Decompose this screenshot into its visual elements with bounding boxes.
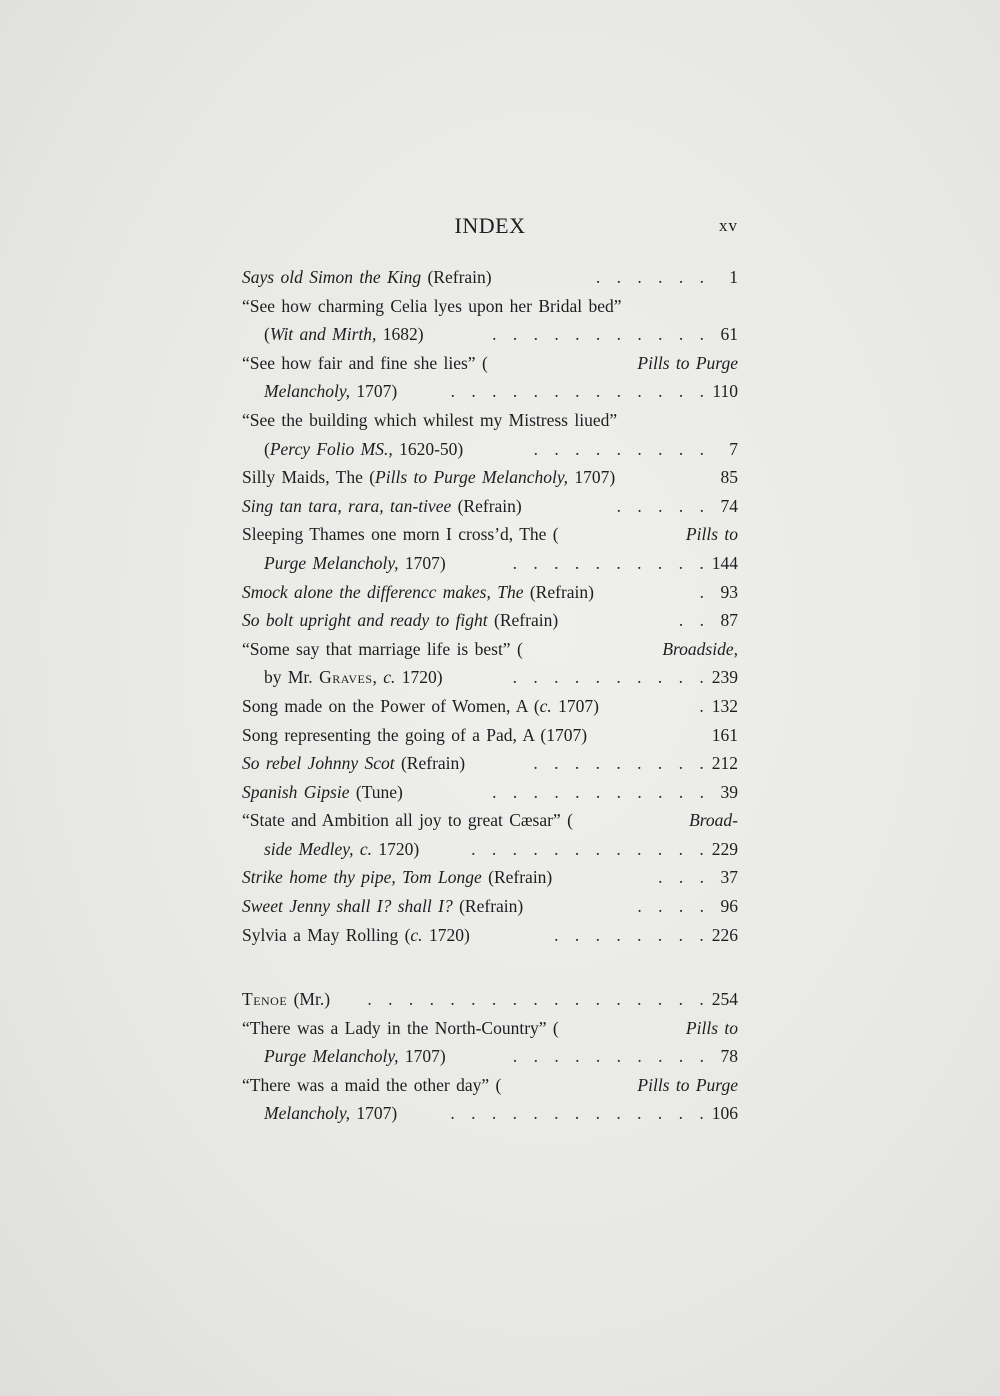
entry-page-number: 78	[720, 1046, 738, 1067]
roman-text: “See the building which whilest my Mistress liued”	[242, 409, 618, 430]
roman-text: (Refrain)	[481, 867, 553, 888]
italic-text: Percy Folio MS.,	[269, 438, 393, 459]
entry-title	[242, 896, 523, 917]
italic-text: c.	[539, 695, 552, 716]
entry-title	[242, 353, 738, 374]
roman-text: (Refrain)	[523, 581, 594, 602]
roman-text: by Mr.	[264, 667, 320, 688]
roman-text: (Refrain)	[452, 896, 524, 917]
index-entry	[242, 524, 738, 553]
index-entry	[242, 639, 738, 668]
italic-text: Pills to Purge	[637, 1074, 738, 1095]
italic-text: Purge Melancholy,	[264, 552, 399, 573]
italic-text: Pills to	[685, 1017, 738, 1038]
entry-page-number: 144	[711, 552, 738, 573]
dot-leader: . . . .	[637, 896, 710, 917]
entry-title	[242, 925, 470, 946]
roman-text: 1707)	[398, 552, 446, 573]
italic-text: Broad-	[689, 810, 738, 831]
index-entry-continuation	[242, 381, 738, 410]
index-section-s	[242, 267, 738, 953]
index-entry	[242, 267, 738, 296]
roman-text: 1620-50)	[392, 438, 464, 459]
entry-page-number: 37	[720, 867, 738, 888]
entry-title	[264, 839, 419, 860]
index-entry	[242, 925, 738, 954]
entry-page-number: 239	[711, 667, 738, 688]
entry-title	[242, 725, 587, 746]
page-number: xv	[719, 216, 738, 235]
roman-text: (Refrain)	[421, 267, 492, 287]
entry-page-number: 110	[712, 381, 738, 402]
entry-title	[242, 782, 403, 803]
italic-text: Wit and Mirth,	[269, 324, 377, 345]
entry-page-number: 229	[711, 838, 738, 859]
dot-leader: . . . . . . . . . .	[512, 552, 710, 573]
roman-text: 1707)	[350, 1103, 398, 1124]
roman-text: 1682)	[376, 324, 424, 345]
dot-leader: . . . . . . . .	[554, 924, 710, 945]
index-entry	[242, 467, 738, 496]
dot-leader: . . . . . . . . . .	[512, 1046, 710, 1067]
roman-text: Sleeping Thames one morn I cross’d, The (	[242, 524, 559, 545]
entry-title	[242, 267, 492, 288]
roman-text: “There was a maid the other day” (	[242, 1074, 502, 1095]
italic-text: Purge Melancholy,	[264, 1046, 399, 1067]
entry-title	[242, 696, 599, 717]
roman-text: “Some say that marriage life is best” (	[242, 638, 523, 659]
entry-title	[264, 1046, 446, 1067]
roman-text: 1707)	[551, 695, 599, 716]
entry-title	[242, 753, 465, 774]
index-entry	[242, 753, 738, 782]
entry-page-number: 226	[711, 924, 738, 945]
roman-text: “There was a Lady in the North-Country” (	[242, 1017, 559, 1038]
entry-page-number: 1	[729, 267, 738, 287]
roman-text: “See how fair and fine she lies” (	[242, 352, 488, 373]
roman-text: 1707)	[350, 381, 398, 402]
italic-text: So rebel Johnny Scot	[242, 753, 395, 774]
entry-page-number: 74	[720, 495, 738, 516]
dot-leader: . . . . . . . . . . .	[492, 324, 710, 345]
index-entry	[242, 1018, 738, 1047]
italic-text: Pills to Purge Melancholy,	[375, 467, 569, 488]
entry-title	[242, 1018, 738, 1039]
index-entry	[242, 1075, 738, 1104]
index-entry	[242, 782, 738, 811]
roman-text: (Tune)	[349, 781, 403, 802]
entry-title	[242, 610, 558, 631]
index-entry	[242, 810, 738, 839]
roman-text: Tenoe	[242, 989, 288, 1009]
index-entry-continuation	[242, 553, 738, 582]
dot-leader: . . . . . . . . .	[533, 438, 710, 459]
index-section-t	[242, 989, 738, 1132]
dot-leader: . . . . . . . . . . . . .	[450, 381, 710, 402]
entry-title	[242, 524, 738, 545]
dot-leader: . . . . . .	[595, 267, 710, 287]
roman-text: 1707)	[398, 1046, 446, 1067]
index-entry-continuation	[242, 1046, 738, 1075]
italic-text: Spanish Gipsie	[242, 781, 350, 802]
running-head: INDEX	[454, 213, 526, 238]
entry-title	[242, 989, 330, 1010]
index-entry-continuation	[242, 1103, 738, 1132]
entry-title	[264, 439, 463, 460]
index-entry	[242, 696, 738, 725]
italic-text: c.	[383, 667, 396, 688]
italic-text: Melancholy,	[264, 1103, 351, 1124]
roman-text: “See how charming Celia lyes upon her Bridal bed”	[242, 295, 622, 316]
italic-text: Pills to	[685, 524, 738, 545]
roman-text: Song made on the Power of Women, A (	[242, 695, 540, 716]
roman-text: 1707)	[568, 467, 616, 488]
dot-leader: . . . . .	[616, 495, 710, 516]
entry-page-number: 212	[711, 753, 738, 774]
index-entry	[242, 896, 738, 925]
entry-title	[242, 639, 738, 660]
roman-text: Silly Maids, The (	[242, 467, 376, 488]
roman-text: Graves	[319, 667, 373, 688]
entry-page-number: 161	[711, 724, 738, 745]
entry-page-number: 85	[720, 467, 738, 488]
dot-leader: .	[699, 695, 710, 716]
index-entry	[242, 296, 738, 325]
index-entry	[242, 353, 738, 382]
entry-title	[242, 1075, 738, 1096]
entry-title	[264, 324, 424, 345]
dot-leader: . .	[678, 610, 710, 631]
italic-text: Sweet Jenny shall I? shall I?	[242, 896, 453, 917]
roman-text: ,	[372, 667, 384, 688]
entry-page-number: 93	[720, 581, 738, 602]
entry-title	[242, 810, 738, 831]
entry-page-number: 7	[729, 438, 738, 459]
entry-title	[242, 296, 738, 317]
roman-text: 1720)	[395, 667, 443, 688]
roman-text: (Refrain)	[451, 495, 522, 516]
index-entry-continuation	[242, 667, 738, 696]
index-entry-continuation	[242, 324, 738, 353]
entry-title	[242, 867, 552, 888]
index-entry	[242, 410, 738, 439]
dot-leader: . . . . . . . . .	[533, 753, 710, 774]
entry-title	[264, 667, 443, 688]
page-header	[242, 213, 738, 243]
entry-title	[242, 410, 738, 431]
roman-text: (Refrain)	[487, 610, 559, 631]
entry-page-number: 132	[711, 695, 738, 716]
roman-text: Sylvia a May Rolling (	[242, 924, 411, 945]
index-entry-continuation	[242, 839, 738, 868]
dot-leader: . . . . . . . . . . . . .	[450, 1103, 710, 1124]
dot-leader: . . . . . . . . . . .	[492, 781, 710, 802]
roman-text: (	[264, 324, 270, 345]
italic-text: Broadside,	[662, 638, 738, 659]
entry-page-number: 96	[720, 896, 738, 917]
dot-leader: .	[699, 581, 710, 602]
entry-page-number: 106	[711, 1103, 738, 1124]
index-entry-continuation	[242, 439, 738, 468]
italic-text: side Medley, c.	[264, 838, 372, 859]
entry-title	[264, 1103, 397, 1124]
entry-title	[264, 553, 446, 574]
entry-page-number: 61	[720, 324, 738, 345]
roman-text: Song representing the going of a Pad, A (1707)	[242, 724, 588, 745]
entry-title	[242, 467, 615, 488]
italic-text: Smock alone the differencc makes, The	[242, 581, 524, 602]
roman-text: (	[264, 438, 270, 459]
roman-text: (Refrain)	[394, 753, 466, 774]
italic-text: Melancholy,	[264, 381, 351, 402]
entry-page-number: 87	[720, 610, 738, 631]
dot-leader: . . . . . . . . . .	[512, 667, 710, 688]
entry-page-number: 39	[720, 781, 738, 802]
index-entry	[242, 725, 738, 754]
dot-leader: . . . . . . . . . . . . . . . . .	[367, 989, 710, 1009]
entry-title	[264, 381, 397, 402]
index-entry	[242, 867, 738, 896]
dot-leader: . . .	[658, 867, 710, 888]
italic-text: Says old Simon the King	[242, 267, 422, 287]
italic-text: Sing tan tara, rara, tan-tivee	[242, 495, 452, 516]
roman-text: “State and Ambition all joy to great Cæsar” (	[242, 810, 573, 831]
roman-text: 1720)	[422, 924, 470, 945]
index-entry	[242, 989, 738, 1018]
index-entry	[242, 496, 738, 525]
entry-title	[242, 582, 594, 603]
italic-text: c.	[410, 924, 423, 945]
index-entry	[242, 582, 738, 611]
entry-page-number: 254	[711, 989, 738, 1009]
italic-text: Pills to Purge	[637, 352, 738, 373]
dot-leader: . . . . . . . . . . . .	[471, 838, 710, 859]
italic-text: Strike home thy pipe, Tom Longe	[242, 867, 482, 888]
italic-text: So bolt upright and ready to fight	[242, 610, 488, 631]
index-entry	[242, 610, 738, 639]
roman-text: 1720)	[371, 838, 420, 859]
roman-text: (Mr.)	[287, 989, 331, 1009]
entry-title	[242, 496, 522, 517]
